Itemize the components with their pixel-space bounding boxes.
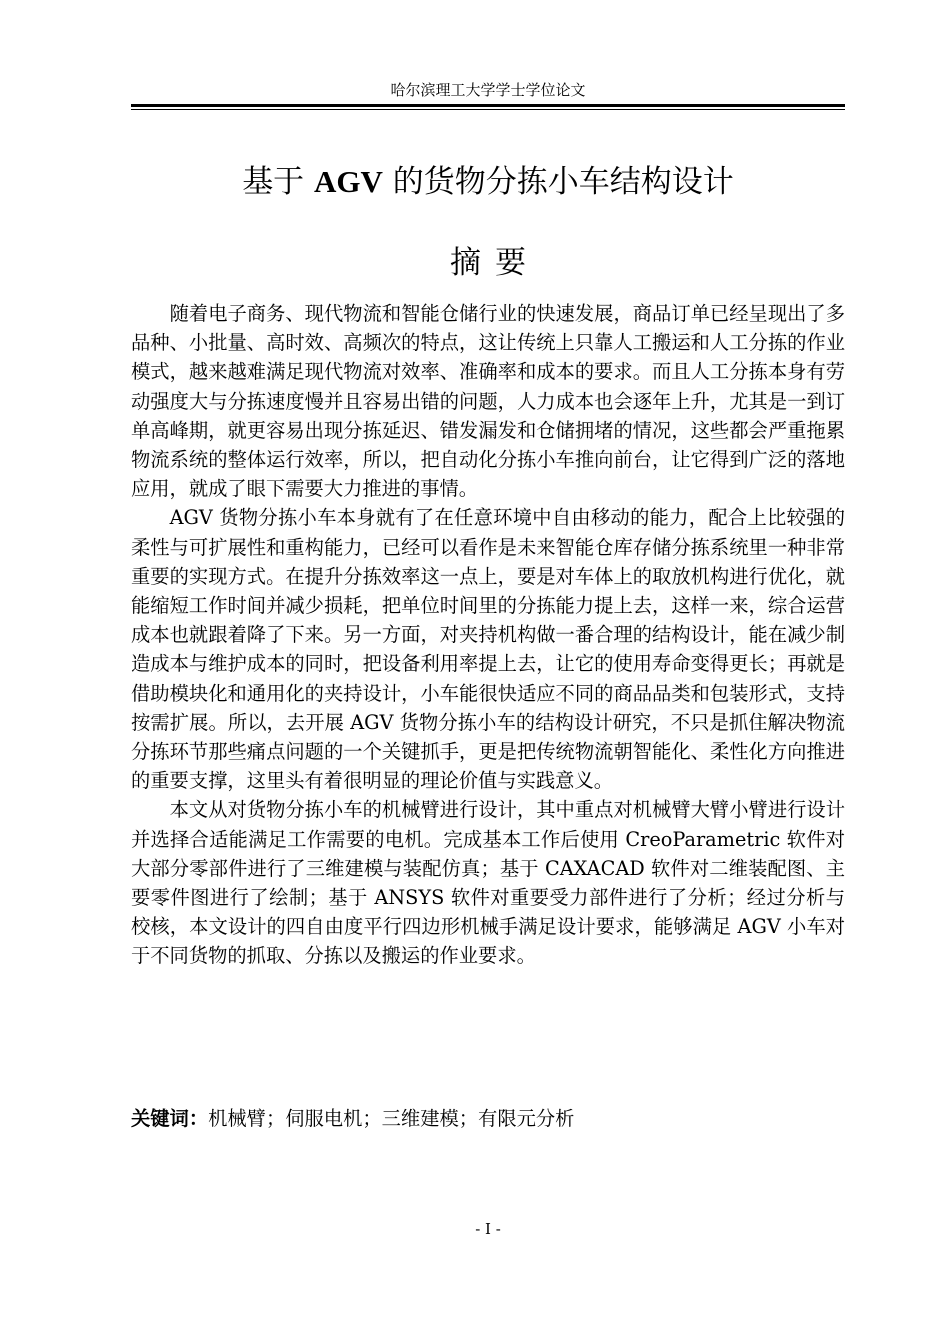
abstract-heading: 摘要 [450, 245, 540, 281]
title-prefix: 基于 [242, 164, 315, 200]
keywords-text: 机械臂；伺服电机；三维建模；有限元分析 [208, 1107, 575, 1130]
thesis-title [131, 160, 845, 204]
page-number: - I - [475, 1220, 501, 1238]
abstract-paragraph-2: AGV 货物分拣小车本身就有了在任意环境中自由移动的能力，配合上比较强的柔性与可扩展性和重构能力，已经可以看作是未来智能仓库存储分拣系统里一种非常重要的实现方式。在提升分拣效率这一点上，要是对车体上的取放机构进行优化，就能缩短工作时间并减少损耗，把单位时间里的分拣能力提上去，这样一来，综合运营成本也就跟着降了下来。另一方面，对夹持机构做一番合理的结构设计，能在减少制造成本与维护成本的同时，把设备利用率提上去，让它的使用寿命变得更长；再就是借助模块化和通用化的夹持设计，小车能很快适应不同的商品品类和包装形式，支持按需扩展。所以，去开展 AGV 货物分拣小车的结构设计研究，不只是抓住解决物流分拣环节那些痛点问题的一个关键抓手，更是把传统物流朝智能化、柔性化方向推进的重要支撑，这里头有着很明显的理论价值与实践意义。 [131, 506, 845, 793]
header-rule-thin [131, 109, 845, 110]
keywords-line [131, 1104, 845, 1133]
title-suffix: 的货物分拣小车结构设计 [382, 164, 734, 200]
title-latin: AGV [314, 164, 383, 199]
abstract-body [131, 299, 845, 971]
running-header: 哈尔滨理工大学学士学位论文 [390, 81, 586, 99]
abstract-paragraph-3: 本文从对货物分拣小车的机械臂进行设计，其中重点对机械臂大臂小臂进行设计并选择合适能满足工作需要的电机。完成基本工作后使用 CreoParametric 软件对大部分零部件进行了三维建模与装配仿真；基于 CAXACAD 软件对二维装配图、主要零件图进行了绘制；基于 ANSYS 软件对重要受力部件进行了分析；经过分析与校核，本文设计的四自由度平行四边形机械手满足设计要求，能够满足 AGV 小车对于不同货物的抓取、分拣以及搬运的作业要求。 [131, 798, 845, 968]
header-rule-thick [131, 104, 845, 107]
keywords-label: 关键词： [131, 1107, 209, 1130]
abstract-paragraph-1: 随着电子商务、现代物流和智能仓储行业的快速发展，商品订单已经呈现出了多品种、小批量、高时效、高频次的特点，这让传统上只靠人工搬运和人工分拣的作业模式，越来越难满足现代物流对效率、准确率和成本的要求。而且人工分拣本身有劳动强度大与分拣速度慢并且容易出错的问题，人力成本也会逐年上升，尤其是一到订单高峰期，就更容易出现分拣延迟、错发漏发和仓储拥堵的情况，这些都会严重拖累物流系统的整体运行效率，所以，把自动化分拣小车推向前台，让它得到广泛的落地应用，就成了眼下需要大力推进的事情。 [131, 302, 845, 501]
